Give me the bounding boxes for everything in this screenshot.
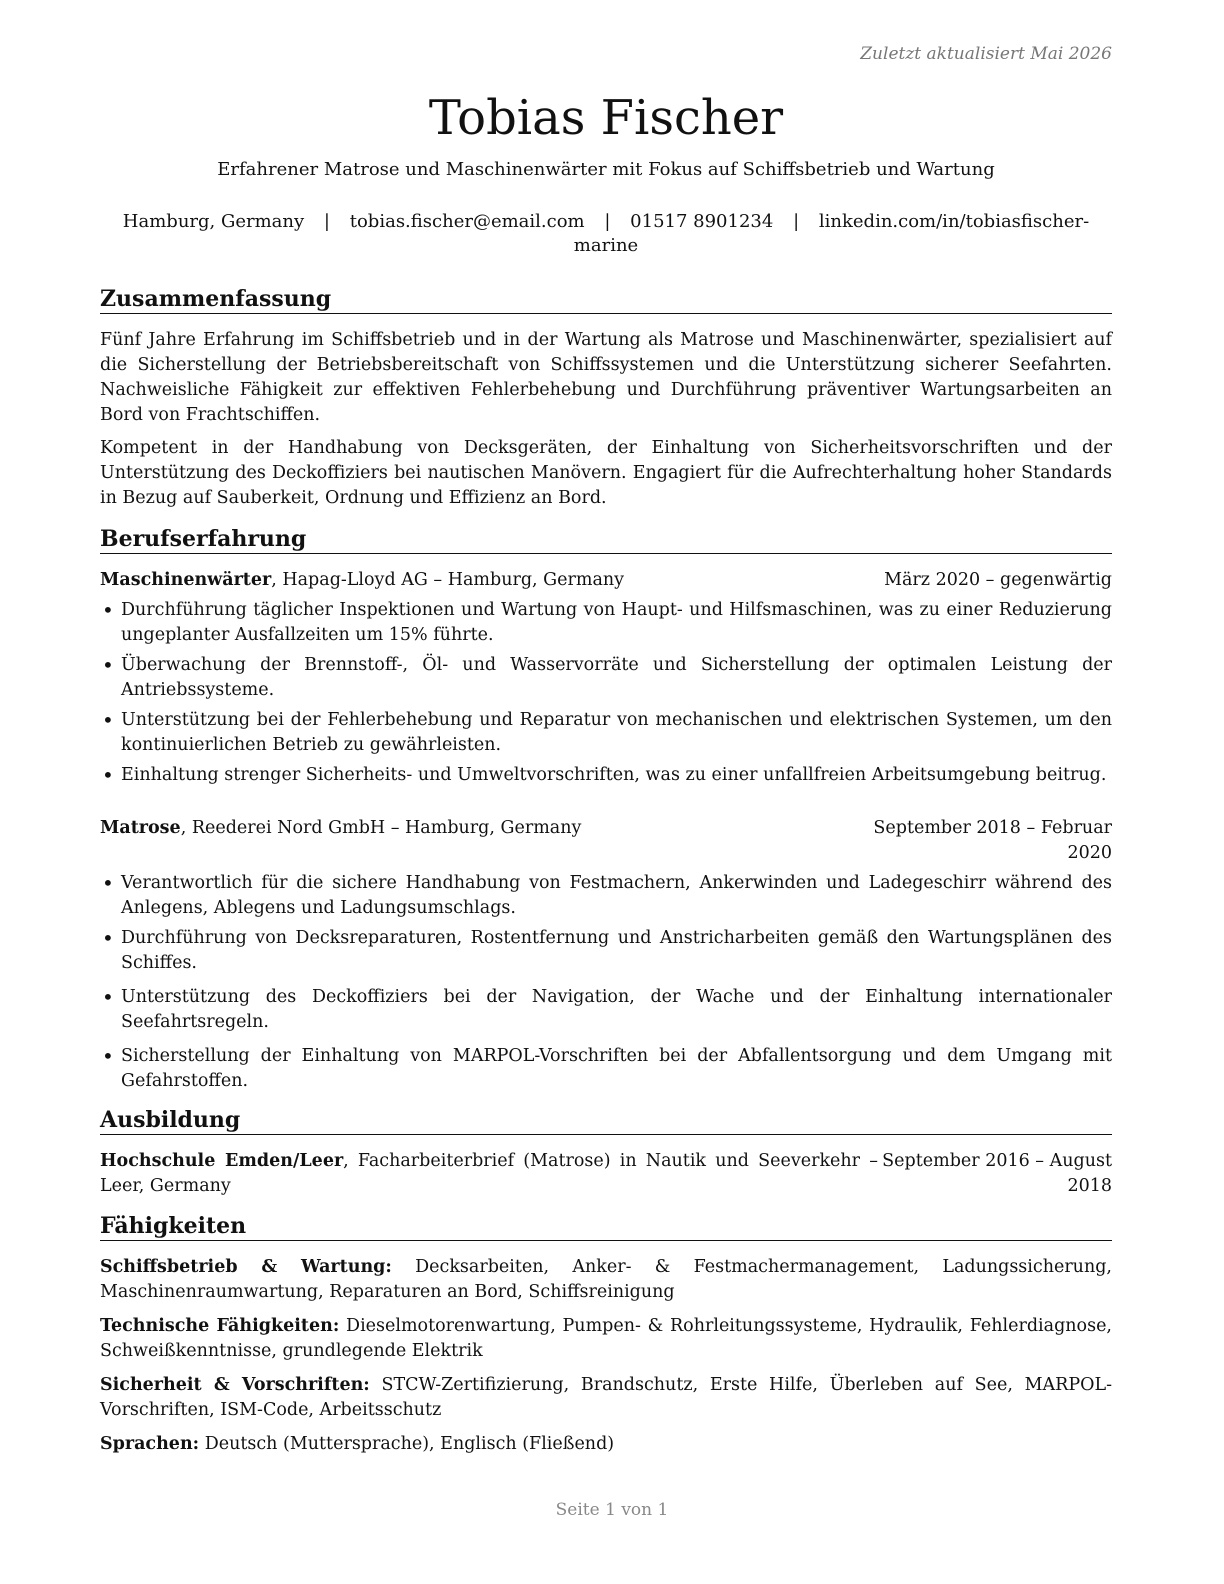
education-school: Hochschule Emden/Leer bbox=[100, 1151, 344, 1171]
skills-section bbox=[100, 1213, 1112, 1457]
candidate-headline: Erfahrener Matrose und Maschinenwärter mit Fokus auf Schiffsbetrieb und Wartung bbox=[217, 159, 995, 180]
job-bullets bbox=[100, 871, 1112, 1094]
job-entry bbox=[100, 568, 1112, 788]
list-item: • Unterstützung bei der Fehlerbehebung und Reparatur von mechanischen und elektrischen Systemen, um den kontinuierlichen Betrieb zu gewährleisten. bbox=[100, 708, 1112, 758]
section-title-education: Ausbildung bbox=[100, 1107, 1112, 1135]
contact-linkedin[interactable]: linkedin.com/in/tobiasfischer-marine bbox=[573, 211, 1090, 256]
candidate-name: Tobias Fischer bbox=[428, 90, 784, 146]
skill-line bbox=[100, 1255, 1112, 1305]
skill-label: Sicherheit & Vorschriften: bbox=[100, 1375, 370, 1395]
skill-label: Technische Fähigkeiten: bbox=[100, 1316, 340, 1336]
job-company: , Hapag-Lloyd AG – Hamburg, Germany bbox=[271, 570, 625, 590]
section-title-skills: Fähigkeiten bbox=[100, 1213, 1112, 1241]
skill-label: Sprachen: bbox=[100, 1434, 200, 1454]
list-item: • Überwachung der Brennstoff-, Öl- und Wasservorräte und Sicherstellung der optimalen Leistung der Antriebssysteme. bbox=[100, 653, 1112, 703]
contact-email[interactable]: tobias.fischer@email.com bbox=[349, 211, 585, 232]
section-title-summary: Zusammenfassung bbox=[100, 286, 1112, 314]
experience-section bbox=[100, 526, 1112, 1094]
skill-line bbox=[100, 1432, 1112, 1457]
job-dates: März 2020 – gegenwärtig bbox=[884, 570, 1112, 590]
education-entry bbox=[100, 1149, 1112, 1199]
section-title-experience: Berufserfahrung bbox=[100, 526, 1112, 554]
list-item: • Durchführung täglicher Inspektionen und Wartung von Haupt- und Hilfsmaschinen, was zu einer Reduzierung ungeplanter Ausfallzeiten um 15% führte. bbox=[100, 598, 1112, 648]
job-dates: September 2018 – Februar 2020 bbox=[873, 818, 1112, 863]
education-section bbox=[100, 1107, 1112, 1199]
contact-separator: | bbox=[604, 211, 611, 232]
job-title-line bbox=[100, 816, 581, 866]
last-updated: Zuletzt aktualisiert Mai 2026 bbox=[860, 44, 1112, 64]
summary-paragraph: Kompetent in der Handhabung von Decksgeräten, der Einhaltung von Sicherheitsvorschriften und der Unterstützung des Deckoffiziers bei nautischen Manövern. Engagiert für die Aufrechterhaltung hoher Standards in Bezug auf Sauberkeit, Ordnung und Effizienz an Bord. bbox=[100, 438, 1112, 508]
list-item: • Unterstützung des Deckoffiziers bei der Navigation, der Wache und der Einhaltung internationaler Seefahrtsregeln. bbox=[100, 985, 1112, 1035]
skill-text: Dieselmotorenwartung, Pumpen- & Rohrleitungssysteme, Hydraulik, Fehlerdiagnose, Schweißkenntnisse, grundlegende Elektrik bbox=[100, 1316, 1112, 1361]
summary-section bbox=[100, 286, 1112, 511]
education-line bbox=[100, 1149, 878, 1199]
list-item: • Sicherstellung der Einhaltung von MARPOL-Vorschriften bei der Abfallentsorgung und dem Umgang mit Gefahrstoffen. bbox=[100, 1044, 1112, 1094]
summary-paragraph: Fünf Jahre Erfahrung im Schiffsbetrieb und in der Wartung als Matrose und Maschinenwärter, spezialisiert auf die Sicherstellung der Betriebsbereitschaft von Schiffssystemen und die Unterstützung sicherer Seefahrten. Nachweisliche Fähigkeit zur effektiven Fehlerbehebung und Durchführung präventiver Wartungsarbeiten an Bord von Frachtschiffen. bbox=[100, 330, 1112, 425]
contact-location: Hamburg, Germany bbox=[122, 211, 305, 232]
skill-text: Deutsch (Muttersprache), Englisch (Fließend) bbox=[199, 1434, 615, 1454]
job-header bbox=[100, 816, 1112, 866]
contact-phone: 01517 8901234 bbox=[630, 211, 774, 232]
education-detail: , Facharbeiterbrief (Matrose) in Nautik und Seeverkehr – Leer, Germany bbox=[100, 1151, 878, 1196]
job-header bbox=[100, 568, 1112, 593]
education-dates: September 2016 – August 2018 bbox=[882, 1151, 1112, 1196]
job-company: , Reederei Nord GmbH – Hamburg, Germany bbox=[180, 818, 582, 838]
job-role: Maschinenwärter bbox=[100, 570, 272, 590]
job-bullets bbox=[100, 598, 1112, 788]
list-item: • Durchführung von Decksreparaturen, Rostentfernung und Anstricharbeiten gemäß den Wartungsplänen des Schiffes. bbox=[100, 926, 1112, 976]
contact-line bbox=[100, 210, 1112, 258]
skill-text: STCW-Zertifizierung, Brandschutz, Erste Hilfe, Überleben auf See, MARPOL-Vorschriften, ISM-Code, Arbeitsschutz bbox=[100, 1375, 1112, 1420]
job-entry bbox=[100, 816, 1112, 1094]
skill-line bbox=[100, 1314, 1112, 1364]
job-role: Matrose bbox=[100, 818, 181, 838]
skill-text: Decksarbeiten, Anker- & Festmachermanagement, Ladungssicherung, Maschinenraumwartung, Reparaturen an Bord, Schiffsreinigung bbox=[100, 1257, 1112, 1302]
list-item: • Einhaltung strenger Sicherheits- und Umweltvorschriften, was zu einer unfallfreien Arbeitsumgebung beitrug. bbox=[100, 763, 1112, 788]
list-item: • Verantwortlich für die sichere Handhabung von Festmachern, Ankerwinden und Ladegeschirr während des Anlegens, Ablegens und Ladungsumschlags. bbox=[100, 871, 1112, 921]
resume-page bbox=[100, 0, 1112, 1457]
skill-label: Schiffsbetrieb & Wartung: bbox=[100, 1257, 392, 1277]
job-title-line bbox=[100, 568, 624, 593]
skill-line bbox=[100, 1373, 1112, 1423]
contact-separator: | bbox=[793, 211, 800, 232]
page-number: Seite 1 von 1 bbox=[555, 1500, 669, 1520]
contact-separator: | bbox=[323, 211, 330, 232]
